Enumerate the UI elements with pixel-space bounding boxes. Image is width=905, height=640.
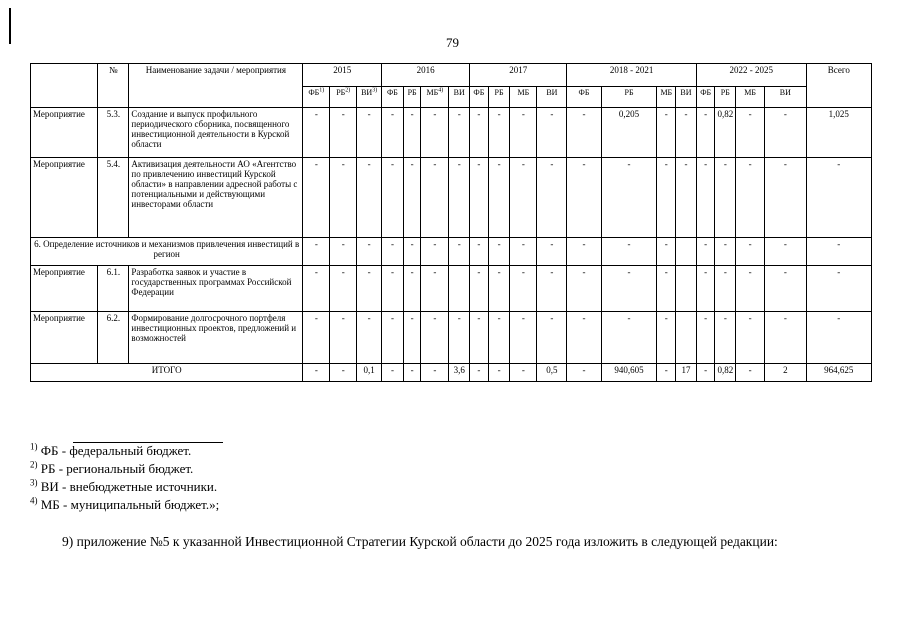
source-header: ВИ	[765, 87, 806, 108]
kind-header	[31, 64, 98, 108]
value-cell: -	[470, 312, 489, 364]
total-value-cell: 0,5	[537, 364, 567, 382]
value-cell: -	[470, 238, 489, 266]
row-number: 5.4.	[98, 158, 129, 238]
source-header: ФБ$^{1)}$	[303, 87, 330, 108]
value-cell	[676, 312, 697, 364]
total-value-cell: 2	[765, 364, 806, 382]
value-cell: -	[736, 266, 765, 312]
row-kind: Мероприятие	[31, 312, 98, 364]
value-cell	[676, 238, 697, 266]
value-cell: -	[696, 266, 715, 312]
value-cell: -	[330, 266, 357, 312]
source-header: МБ	[510, 87, 537, 108]
table-row	[31, 266, 872, 312]
row-number: 6.2.	[98, 312, 129, 364]
row-number: 5.3.	[98, 108, 129, 158]
amendment-paragraph: 9) приложение №5 к указанной Инвестиционной Стратегии Курской области до 2025 года изложить в следующей редакции:	[62, 534, 778, 549]
total-value-cell: 17	[676, 364, 697, 382]
value-cell: -	[765, 312, 806, 364]
source-header: РБ	[403, 87, 421, 108]
value-cell: -	[357, 238, 382, 266]
value-cell: -	[510, 158, 537, 238]
value-cell: -	[765, 158, 806, 238]
value-cell: -	[736, 312, 765, 364]
row-name: Формирование долгосрочного портфеля инвестиционных проектов, предложений и возможностей	[129, 312, 303, 364]
value-cell: -	[330, 312, 357, 364]
section-title: 6. Определение источников и механизмов привлечения инвестиций в регион	[31, 238, 303, 266]
row-name: Создание и выпуск профильного периодического сборника, посвященного инвестиционной деятельности в Курской области	[129, 108, 303, 158]
value-cell: -	[488, 312, 510, 364]
value-cell: -	[696, 238, 715, 266]
source-header: РБ	[715, 87, 736, 108]
total-value-cell: -	[736, 364, 765, 382]
value-cell: -	[736, 238, 765, 266]
value-cell: -	[715, 158, 736, 238]
value-cell: -	[601, 158, 657, 238]
source-header: МБ	[657, 87, 676, 108]
total-header: Всего	[806, 64, 871, 108]
footnote-line: $^{4)}$ МБ - муниципальный бюджет.»;	[30, 495, 220, 512]
value-cell: -	[357, 158, 382, 238]
value-cell: -	[330, 238, 357, 266]
value-cell: -	[657, 158, 676, 238]
year-header: 2022 - 2025	[696, 64, 806, 87]
value-cell: -	[403, 238, 421, 266]
value-cell: -	[330, 158, 357, 238]
table-body	[31, 108, 872, 382]
source-header: РБ	[601, 87, 657, 108]
year-header: 2016	[382, 64, 470, 87]
value-cell: -	[303, 266, 330, 312]
value-cell: -	[449, 312, 470, 364]
source-header: ФБ	[470, 87, 489, 108]
row-kind: Мероприятие	[31, 158, 98, 238]
value-cell: -	[537, 238, 567, 266]
value-cell: -	[537, 158, 567, 238]
value-cell: -	[567, 108, 601, 158]
value-cell: -	[601, 266, 657, 312]
total-value-cell: 0,82	[715, 364, 736, 382]
footnote-line: $^{2)}$ РБ - региональный бюджет.	[30, 459, 194, 476]
value-cell: -	[488, 108, 510, 158]
value-cell: -	[449, 238, 470, 266]
task-header: Наименование задачи / мероприятия	[129, 64, 303, 108]
total-value-cell: -	[488, 364, 510, 382]
value-cell: -	[488, 266, 510, 312]
row-number: 6.1.	[98, 266, 129, 312]
value-cell: -	[657, 108, 676, 158]
value-cell: -	[676, 108, 697, 158]
value-cell: -	[715, 312, 736, 364]
year-header: 2015	[303, 64, 382, 87]
value-cell: -	[470, 266, 489, 312]
header-row-years	[31, 64, 872, 87]
value-cell: -	[303, 108, 330, 158]
value-cell: -	[567, 158, 601, 238]
total-value-cell: 3,6	[449, 364, 470, 382]
footnote-line: $^{1)}$ ФБ - федеральный бюджет.	[30, 441, 192, 458]
row-kind: Мероприятие	[31, 266, 98, 312]
value-cell: -	[696, 108, 715, 158]
row-total: -	[806, 266, 871, 312]
value-cell: -	[303, 312, 330, 364]
value-cell: -	[303, 238, 330, 266]
value-cell: -	[567, 266, 601, 312]
value-cell: -	[567, 312, 601, 364]
table-row	[31, 108, 872, 158]
value-cell: -	[421, 108, 449, 158]
value-cell: -	[403, 312, 421, 364]
total-value-cell: -	[657, 364, 676, 382]
value-cell: -	[510, 312, 537, 364]
row-name: Разработка заявок и участие в государственных программах Российской Федерации	[129, 266, 303, 312]
value-cell: -	[382, 108, 404, 158]
value-cell: -	[510, 238, 537, 266]
funding-table	[30, 63, 872, 382]
value-cell: -	[449, 108, 470, 158]
value-cell	[449, 266, 470, 312]
grand-total: 964,625	[806, 364, 871, 382]
row-kind: Мероприятие	[31, 108, 98, 158]
row-name: Активизация деятельности АО «Агентство по привлечению инвестиций Курской области» в направлении адресной работы с потенциальными и действующими инвесторами области	[129, 158, 303, 238]
totals-row	[31, 364, 872, 382]
value-cell: -	[421, 158, 449, 238]
value-cell: -	[765, 266, 806, 312]
total-value-cell: 0,1	[357, 364, 382, 382]
value-cell: -	[657, 266, 676, 312]
footnote-line: $^{3)}$ ВИ - внебюджетные источники.	[30, 477, 218, 494]
source-header: ФБ	[382, 87, 404, 108]
value-cell: -	[715, 238, 736, 266]
num-header: №	[98, 64, 129, 108]
value-cell: -	[765, 238, 806, 266]
source-header: ФБ	[567, 87, 601, 108]
source-header: ВИ	[537, 87, 567, 108]
total-value-cell: -	[330, 364, 357, 382]
value-cell: -	[657, 238, 676, 266]
value-cell: -	[357, 312, 382, 364]
source-header: МБ$^{4)}$	[421, 87, 449, 108]
source-header: МБ	[736, 87, 765, 108]
row-total: 1,025	[806, 108, 871, 158]
section-row	[31, 238, 872, 266]
value-cell: -	[303, 158, 330, 238]
value-cell: -	[537, 266, 567, 312]
value-cell: -	[488, 158, 510, 238]
total-value-cell: -	[403, 364, 421, 382]
year-header: 2018 - 2021	[567, 64, 696, 87]
value-cell: -	[567, 238, 601, 266]
value-cell: -	[510, 108, 537, 158]
value-cell: 0,205	[601, 108, 657, 158]
table-row	[31, 312, 872, 364]
value-cell: -	[470, 158, 489, 238]
total-value-cell: 940,605	[601, 364, 657, 382]
value-cell: -	[421, 238, 449, 266]
value-cell: -	[470, 108, 489, 158]
source-header: ВИ	[676, 87, 697, 108]
source-header: ВИ	[449, 87, 470, 108]
value-cell: -	[382, 312, 404, 364]
value-cell: -	[601, 238, 657, 266]
total-value-cell: -	[421, 364, 449, 382]
total-value-cell: -	[510, 364, 537, 382]
value-cell	[676, 266, 697, 312]
total-value-cell: -	[567, 364, 601, 382]
value-cell: -	[330, 108, 357, 158]
value-cell: -	[676, 158, 697, 238]
value-cell: -	[403, 266, 421, 312]
value-cell: -	[488, 238, 510, 266]
totals-label: ИТОГО	[31, 364, 303, 382]
year-header: 2017	[470, 64, 567, 87]
total-value-cell: -	[696, 364, 715, 382]
row-total: -	[806, 312, 871, 364]
source-header: ФБ	[696, 87, 715, 108]
row-total: -	[806, 158, 871, 238]
value-cell: -	[510, 266, 537, 312]
total-value-cell: -	[470, 364, 489, 382]
value-cell: -	[357, 266, 382, 312]
value-cell: -	[382, 266, 404, 312]
value-cell: -	[403, 158, 421, 238]
value-cell: -	[696, 158, 715, 238]
table-row	[31, 158, 872, 238]
value-cell: -	[421, 312, 449, 364]
source-header: РБ$^{2)}$	[330, 87, 357, 108]
value-cell: -	[382, 158, 404, 238]
value-cell: -	[382, 238, 404, 266]
value-cell: -	[736, 108, 765, 158]
total-value-cell: -	[382, 364, 404, 382]
value-cell: -	[696, 312, 715, 364]
value-cell: 0,82	[715, 108, 736, 158]
page-number: 79	[446, 35, 459, 50]
value-cell: -	[715, 266, 736, 312]
source-header: РБ	[488, 87, 510, 108]
total-value-cell: -	[303, 364, 330, 382]
value-cell: -	[765, 108, 806, 158]
value-cell: -	[657, 312, 676, 364]
value-cell: -	[537, 312, 567, 364]
value-cell: -	[601, 312, 657, 364]
value-cell: -	[736, 158, 765, 238]
source-header: ВИ$^{3)}$	[357, 87, 382, 108]
value-cell: -	[357, 108, 382, 158]
value-cell: -	[449, 158, 470, 238]
row-total: -	[806, 238, 871, 266]
value-cell: -	[421, 266, 449, 312]
value-cell: -	[537, 108, 567, 158]
footnotes	[30, 442, 219, 514]
value-cell: -	[403, 108, 421, 158]
